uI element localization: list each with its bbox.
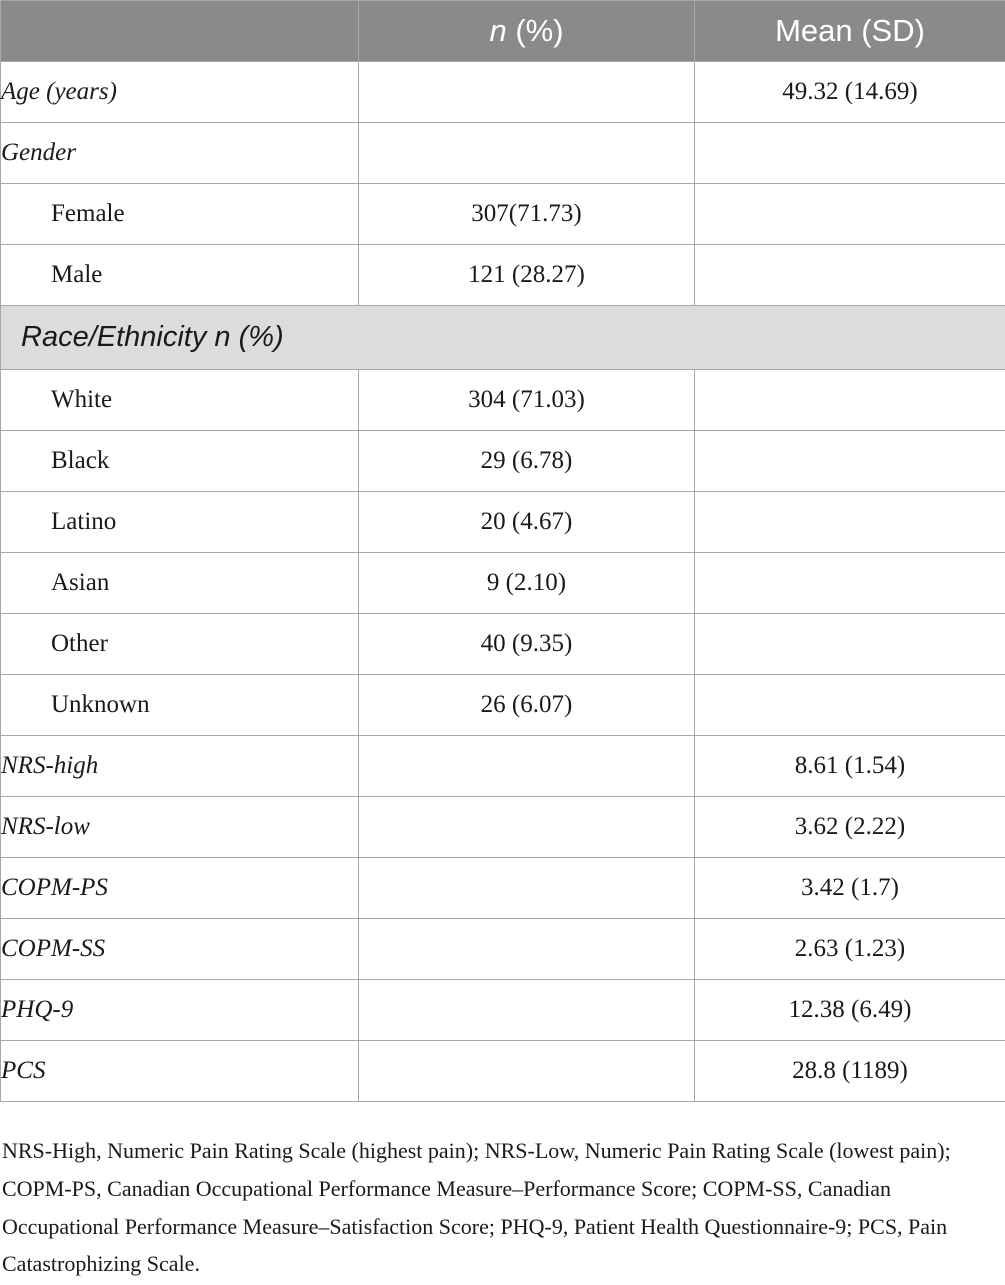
table-row-age xyxy=(1,62,1005,123)
row-mean: 28.8 (1189) xyxy=(695,1041,1005,1102)
table-row-other xyxy=(1,614,1005,675)
row-label: Male xyxy=(1,245,359,306)
row-label: Other xyxy=(1,614,359,675)
table-row-female xyxy=(1,184,1005,245)
table-row-unknown xyxy=(1,675,1005,736)
row-label: NRS-low xyxy=(1,797,359,858)
row-mean xyxy=(695,553,1005,614)
table-footnote: NRS-High, Numeric Pain Rating Scale (highest pain); NRS-Low, Numeric Pain Rating Scale (lowest pain); COPM-PS, Canadian Occupational Performance Measure–Performance Score; COPM-SS, Canadian Occupational Performance Measure–Satisfaction Score; PHQ-9, Patient Health Questionnaire-9; PCS, Pain Catastrophizing Scale. xyxy=(2,1138,951,1277)
row-mean xyxy=(695,614,1005,675)
header-percent: (%) xyxy=(506,13,564,48)
row-n xyxy=(359,1041,695,1102)
table-row-latino xyxy=(1,492,1005,553)
table-row-male xyxy=(1,245,1005,306)
row-mean xyxy=(695,431,1005,492)
row-n xyxy=(359,919,695,980)
header-mean-sd: Mean (SD) xyxy=(695,1,1005,62)
row-mean: 3.62 (2.22) xyxy=(695,797,1005,858)
row-n: 307(71.73) xyxy=(359,184,695,245)
table-row-white xyxy=(1,370,1005,431)
table-row-phq-9 xyxy=(1,980,1005,1041)
row-mean xyxy=(695,370,1005,431)
row-label: Gender xyxy=(1,123,359,184)
section-row-race-ethnicity xyxy=(1,306,1005,370)
table-row-gender xyxy=(1,123,1005,184)
row-n xyxy=(359,797,695,858)
table-row-copm-ss xyxy=(1,919,1005,980)
row-n: 121 (28.27) xyxy=(359,245,695,306)
row-label: COPM-SS xyxy=(1,919,359,980)
row-label: Unknown xyxy=(1,675,359,736)
row-n xyxy=(359,980,695,1041)
row-label: PCS xyxy=(1,1041,359,1102)
row-label: Black xyxy=(1,431,359,492)
section-label: Race/Ethnicity n (%) xyxy=(1,306,1005,370)
row-label: NRS-high xyxy=(1,736,359,797)
row-n: 20 (4.67) xyxy=(359,492,695,553)
row-n xyxy=(359,62,695,123)
row-n: 9 (2.10) xyxy=(359,553,695,614)
row-mean: 2.63 (1.23) xyxy=(695,919,1005,980)
header-row xyxy=(1,1,1005,62)
row-mean xyxy=(695,492,1005,553)
row-label: White xyxy=(1,370,359,431)
row-mean: 12.38 (6.49) xyxy=(695,980,1005,1041)
row-mean: 8.61 (1.54) xyxy=(695,736,1005,797)
row-n: 304 (71.03) xyxy=(359,370,695,431)
row-n: 40 (9.35) xyxy=(359,614,695,675)
row-n xyxy=(359,123,695,184)
header-n-percent xyxy=(359,1,695,62)
row-mean: 49.32 (14.69) xyxy=(695,62,1005,123)
table-row-nrs-low xyxy=(1,797,1005,858)
row-label: Female xyxy=(1,184,359,245)
row-n xyxy=(359,736,695,797)
row-mean xyxy=(695,675,1005,736)
row-label: Latino xyxy=(1,492,359,553)
row-mean xyxy=(695,184,1005,245)
row-mean xyxy=(695,123,1005,184)
table-row-black xyxy=(1,431,1005,492)
row-label: PHQ-9 xyxy=(1,980,359,1041)
row-n xyxy=(359,858,695,919)
table-row-copm-ps xyxy=(1,858,1005,919)
table-row-asian xyxy=(1,553,1005,614)
row-label: Asian xyxy=(1,553,359,614)
row-label: Age (years) xyxy=(1,62,359,123)
row-mean: 3.42 (1.7) xyxy=(695,858,1005,919)
table-row-nrs-high xyxy=(1,736,1005,797)
row-n: 29 (6.78) xyxy=(359,431,695,492)
row-label: COPM-PS xyxy=(1,858,359,919)
table-row-pcs xyxy=(1,1041,1005,1102)
header-variable xyxy=(1,1,359,62)
header-n-italic: n xyxy=(489,13,507,48)
row-mean xyxy=(695,245,1005,306)
row-n: 26 (6.07) xyxy=(359,675,695,736)
